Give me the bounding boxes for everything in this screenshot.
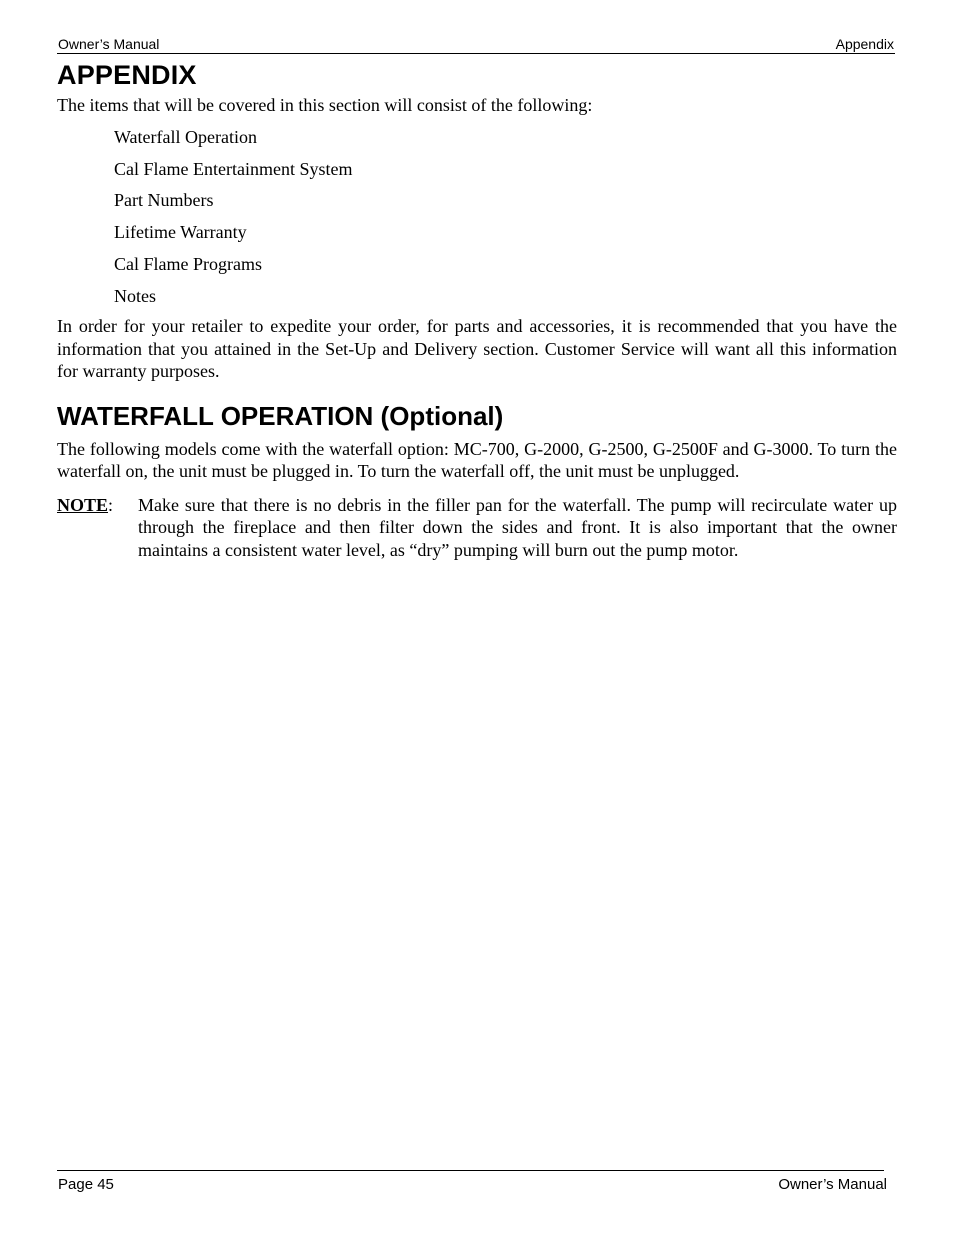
waterfall-paragraph: The following models come with the waterfall option: MC-700, G-2000, G-2500, G-2500F and G-3000. To turn the waterfall on, the unit must be plugged in. To turn the waterfall off, the unit must be unplugged. — [57, 438, 897, 482]
header-section-title: Appendix — [835, 36, 894, 52]
page-content — [57, 58, 897, 561]
page-header — [57, 36, 895, 54]
footer-manual-title: Owner’s Manual — [778, 1176, 887, 1193]
footer-page-number: Page 45 — [58, 1176, 114, 1193]
header-manual-title: Owner’s Manual — [58, 36, 160, 52]
list-item: Part Numbers — [114, 190, 214, 211]
note-label — [57, 494, 138, 517]
list-item: Notes — [114, 285, 156, 306]
list-item: Waterfall Operation — [114, 126, 257, 147]
waterfall-heading: WATERFALL OPERATION (Optional) — [57, 400, 504, 431]
page-footer — [57, 1170, 887, 1193]
appendix-heading: APPENDIX — [57, 60, 197, 90]
note-text: Make sure that there is no debris in the filler pan for the waterfall. The pump will recirculate water up through the fireplace and then filter down the sides and front. It is also important that the owner maintains a consistent water level, as “dry” pumping will burn out the pump motor. — [138, 494, 897, 560]
note-label-colon: : — [108, 494, 114, 515]
list-item: Lifetime Warranty — [114, 222, 247, 243]
appendix-paragraph: In order for your retailer to expedite your order, for parts and accessories, it is recommended that you have the information that you attained in the Set-Up and Delivery section. Customer Service will want all this information for warranty purposes. — [57, 316, 897, 382]
list-item: Cal Flame Programs — [114, 253, 262, 274]
appendix-intro: The items that will be covered in this section will consist of the following: — [57, 95, 593, 115]
note-label-text: NOTE — [57, 494, 109, 515]
appendix-item-list — [57, 126, 897, 307]
list-item: Cal Flame Entertainment System — [114, 158, 353, 179]
note-block — [57, 494, 897, 562]
